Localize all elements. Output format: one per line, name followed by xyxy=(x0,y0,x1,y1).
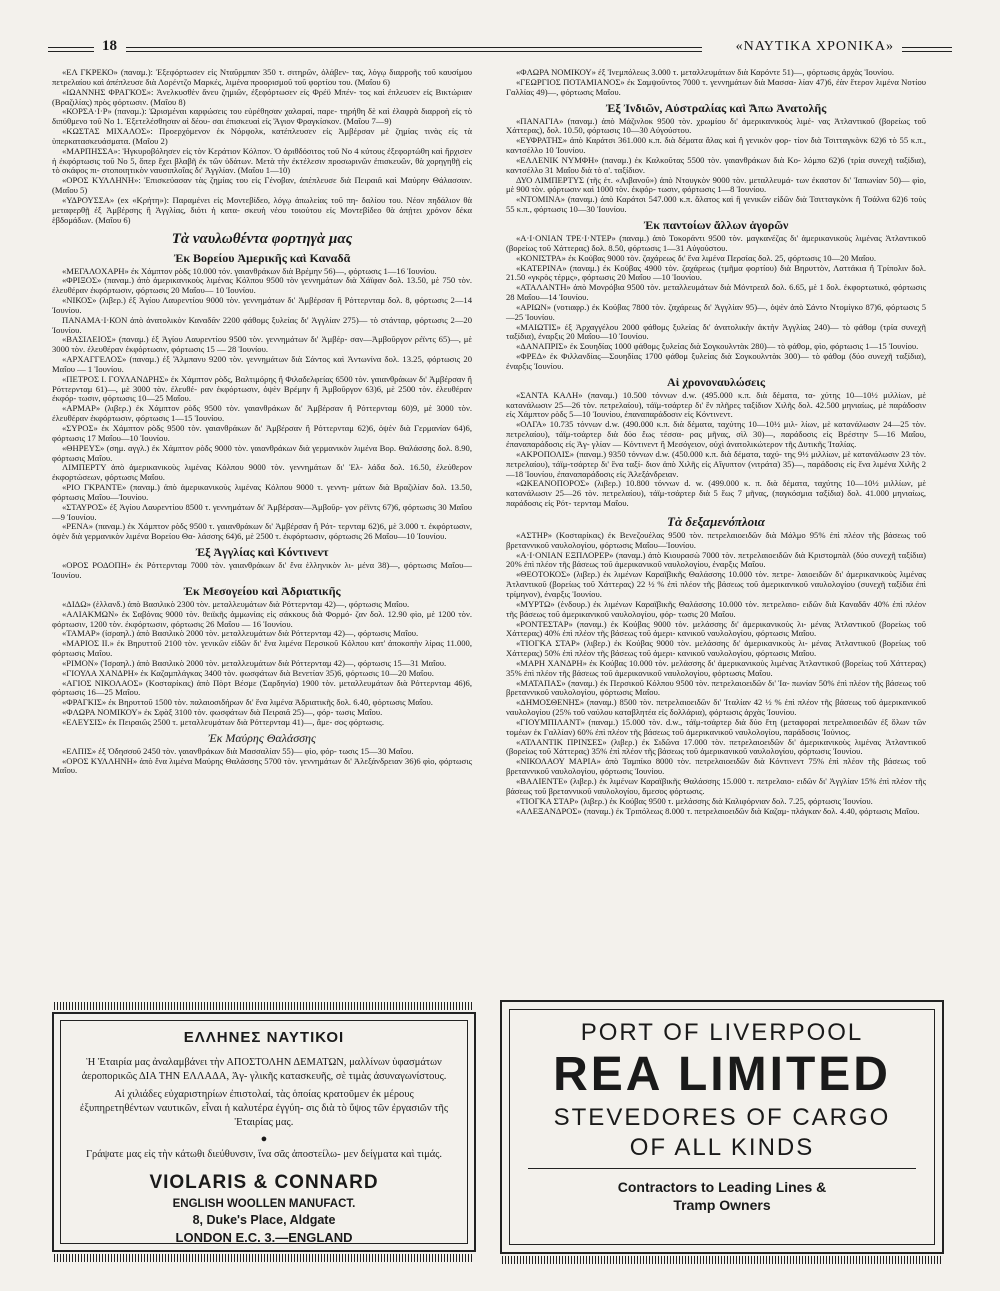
ad-company-name: REA LIMITED xyxy=(553,1048,891,1101)
advertisement-rea-limited xyxy=(500,1000,944,1254)
listing-entry: «ΒΑΛΙΕΝΤΕ» (λιβερ.) ἐκ λιμένων Καραϊβικῆς Θαλάσσης 15.000 τ. πετρελαιο- ειδῶν δι' Ἀγγλίαν 15% ἐπὶ πλέον τῆς βάσεως τοῦ βρεταννικοῦ ναυλολογίου, ἄμεσος φόρτωσις. xyxy=(506,776,926,796)
listing-entry: «Α·Ι·ΟΝΙΑΝ ΕΞΠΛΟΡΕΡ» (παναμ.) ἀπὸ Κιουρασὼ 7000 τὸν. πετρελαιοειδῶν διὰ Κριστομπὰλ (δύο συνεχῆ ταξίδια) 20% ἐπὶ πλέον τῆς βάσεως τοῦ ἀμερικανικοῦ ναυλολογίου, ἐναρξις Μαΐου. xyxy=(506,549,926,570)
listing-entry: «Α·Ι·ΟΝΙΑΝ ΤΡΕ·Ι·ΝΤΕΡ» (παναμ.) ἀπὸ Τοκοράντι 9500 τὸν. μαγκανέζας δι' ἀμερικανικοὺς λιμένας Ἀτλαντικοῦ (βορείως τοῦ Χάττερας) δολ. 8.50, φόρτωσις 1—31 Αὐγούστου. xyxy=(506,232,926,253)
article-paragraph: «ΕΛ ΓΚΡΕΚΟ» (παναμ.): Ἐξεφόρτωσεν εἰς Νταῦρμπαν 350 τ. σιτηρῶν, ὁλάβεν- τας, λόγῳ διαρροῆς τοῦ καυσίμου πετρελαίου καὶ ἀπέπλευσε διὰ Λορέντζο Μαρκές, λιμένα προορισμοῦ τοῦ φορτίου του. (Μαΐου 6) xyxy=(52,67,472,87)
listing-entry: «ΕΛΠΙΣ» ἐξ Ὀδησσοῦ 2450 τὸν. γαιανθράκων διὰ Μασσαλίαν 55)— φὶο, φόρ- τωσις 15—30 Μαΐου. xyxy=(62,745,414,756)
listing-entry: «ΔΙΔΩ» (ἑλλανδ.) ἀπὸ Βασιλικὸ 2300 τὸν. μεταλλευμάτων διὰ Ρόττερνταμ 42)—, φόρτωσις Μαΐου. xyxy=(62,598,410,609)
header-rule-middle xyxy=(126,47,702,52)
ad-company-subtitle: ENGLISH WOOLLEN MANUFACT. xyxy=(172,1198,356,1210)
listing-entry: ΔΥΟ ΛΙΜΠΕΡΤΥΣ (τῆς ἐτ. «Λιβανοῦ») ἀπὸ Ντουγκὸν 9000 τὸν. μεταλλευμά- των ἐκαστον δι' Ἰαπωνίαν 50)— φὶο, μὲ 900 τὸν. φόρτωσιν καὶ 1000 τὸν. ἐκφόρ- τωσιν, φόρτωσις 1—8 Ἰουνίου. xyxy=(506,174,926,195)
left-column xyxy=(52,68,472,776)
subsection-heading-america: Ἐκ Βορείου Ἀμερικῆς καὶ Καναδᾶ xyxy=(173,250,351,265)
listing-entry: «ΑΛΙΑΚΜΩΝ» ἐκ Σαβόνας 9000 τὸν. θειϊκῆς ἀμμωνίας εἰς σάκκους διὰ Φορμό- ζαν δολ. 12.90 φὶο, μὲ 1200 τὸν. φόρτωσιν, 1200 τὸν. ἐκφόρτωσιν, φόρτωσις 26 Μαΐου — 16 Ἰουνίου. xyxy=(52,608,472,629)
listing-entry: «ΜΕΓΑΛΟΧΑΡΗ» ἐκ Χάμπτον ρὸδς 10.000 τόν. γαιανθράκων διὰ Βρέμην 56)—, φόρτωσις 1—16 Ἰουνίου. xyxy=(62,265,437,276)
listing-entry: «ΓΙΟΥΛΑ ΧΑΝΔΡΗ» ἐκ Καζαμπλάγκας 3400 τὸν. φωσφάτων διὰ Βενετίαν 35)6, φόρτωσις 10—20 Μαΐου. xyxy=(62,667,434,678)
subsection-heading-black-sea: Ἐκ Μαύρης Θαλάσσης xyxy=(208,730,316,745)
ad-inner-frame xyxy=(60,1020,468,1244)
header-rule-left xyxy=(48,47,94,52)
listing-entry: «ΑΡΧΑΓΓΕΛΟΣ» (παναμ.) ἐξ Ἅλμπανυ 9200 τὸν. γεννημάτων διὰ Σάντος καὶ Ἀντωνίνα δολ. 13.25, φόρτωσις 20 Μαΐου — 1 Ἰουνίου. xyxy=(52,354,472,374)
ad-service-line: OF ALL KINDS xyxy=(629,1134,815,1161)
listing-entry: «ΜΑΙΩΤΙΣ» ἐξ Ἀρχαγγέλου 2000 φάθομς ξυλείας δι' ἀνατολικὴν ἀκτὴν Ἀγγλίας 240)— τὸ φάθομ (τρία συνεχῆ ταξίδια), ἐναρξις 20 Μαΐου—10 Ἰουνίου. xyxy=(506,321,926,342)
subsection-heading-other-markets: Ἐκ παντοίων ἄλλων ἀγορῶν xyxy=(643,217,789,232)
listing-entry: «ΤΙΟΓΚΑ ΣΤΑΡ» (λιβερ.) ἐκ Κούβας 9000 τὸν. μελάσσης δι' ἀμερικανικοὺς λι- μένας Ἀτλαντικοῦ (βορείως τοῦ Χάττερας) 50% ἐπὶ πλέον τῆς βάσεως τοῦ ἀμερι- κανικοῦ ναυλολογίου, φόρτωσις Μαΐου. xyxy=(506,638,926,659)
listing-entry: «ΦΡΑΓΚΙΣ» ἐκ Βηρυττοῦ 1500 τὸν. παλαιοσιδήρων δι' ἕνα λιμένα Ἀδριατικῆς δολ. 6.40, φόρτωσις Μαΐου. xyxy=(62,697,433,708)
listing-entry: ΛΙΜΠΕΡΤΥ ἀπὸ ἀμερικανικοὺς λιμένας Κόλπου 9000 τὸν. γεννημάτων δι' Ἑλ- λάδα δολ. 16.50, ἐλεύθερον ἐκφορτώσεων, φόρτωσις Μαΐου. xyxy=(52,462,472,483)
listing-entry: «ΕΛΛΕΝΙΚ ΝΥΜΦΗ» (παναμ.) ἐκ Καλκοῦτας 5500 τὸν. γαιανθράκων διὰ Κο- λόμπο 62)6 (τρία συνεχῆ ταξίδια), καντσέλλο 31 Μαΐου διὰ τὸ α'. ταξίδιον. xyxy=(506,154,926,175)
listing-entry: «ΔΑΝΑΠΡΙΣ» ἐκ Σουηδίας 1000 φάθομς ξυλείας διὰ Σογκουλντὰκ 280)— τὸ φάθομ, φὶο, φόρτωσις 1—15 Ἰουνίου. xyxy=(516,341,919,352)
ad-inner-frame xyxy=(509,1009,935,1245)
listing-entry: «ΑΤΛΑΝΤΙΚ ΠΡΙΝΣΕΣ» (λιβερ.) ἐκ Σιδῶνα 17.000 τὸν. πετρελαιοειδῶν δι' ἀμερικανικοὺς λιμένας Ἀτλαντικοῦ (βορείως τοῦ Χάττερας) 35% ἐπὶ πλέον τῆς βάσεως τοῦ ἀμερικανικοῦ ναυλολογίου, φόρτωσις Ἰουνίου. xyxy=(506,736,926,757)
listing-entry: «ΜΑΡΗ ΧΑΝΔΡΗ» ἐκ Κούβας 10.000 τὸν. μελάσσης δι' ἀμερικανικοὺς λιμένας Ἀτλαντικοῦ (βορείως τοῦ Χάττερας) 35% ἐπὶ πλέον τῆς βάσεως τοῦ ἀμερικανικοῦ ναυλολογίου, φόρτωσις Μαΐου. xyxy=(506,657,926,678)
ad-city: LONDON E.C. 3.—ENGLAND xyxy=(175,1230,353,1245)
ad-address: 8, Duke's Place, Aldgate xyxy=(192,1213,336,1227)
article-paragraph: «ΜΑΡΠΗΣΣΑ»: Ἠγκυροβόλησεν εἰς τὸν Κεράτιον Κόλπον. Ὁ ἀριθδόσιτος τοῦ Νο 4 κύτους ἐξεφορτώθη καὶ ἤρχισεν ἡ ἐκφόρτωσις τοῦ Νο 5, ὅπερ ἔχει βλαβῆ ἐκ τῶν ὑδάτων. Μετὰ τὴν ἐκτέλεσιν προσωρινῶν ἐπισκευῶν, θὰ χορηγηθῇ εἰς τὸ σκάφος πι- στοποιητικὸν ναυσιπλοΐας δι' Ἀγγλίαν. (Μαΐου 1—10) xyxy=(52,145,472,176)
listing-entry: «ΦΛΩΡΑ ΝΟΜΙΚΟΥ» ἐξ Ἰνεμπόλεως 3.000 τ. μεταλλευμάτων διὰ Καρόντε 51)—, φόρτωσις ἀρχὰς Ἰουνίου. xyxy=(516,67,894,77)
listing-entry: «ΣΥΡΟΣ» ἐκ Χάμπτον ρὸδς 9500 τὸν. γαιανθράκων δι' Ἀμβέρσαν ἢ Ρόττερνταμ 62)6, ὀψὲν διὰ Γερμανίαν 64)6, φόρτωσις 17 Μαΐου—10 Ἰουνίου. xyxy=(52,423,472,443)
advertisement-violaris-connard xyxy=(52,1012,476,1252)
section-heading-chartered: Τὰ ναυλωθέντα φορτηγὰ μας xyxy=(171,230,353,247)
subsection-heading-england: Ἐξ Ἀγγλίας καὶ Κόντινεντ xyxy=(195,545,329,560)
listing-entry: «ΑΡΙΩΝ» (νοτιαφρ.) ἐκ Κούβας 7800 τὸν. ζαχάρεως δι' Ἀγγλίαν 95)—, ὀψὲν ἀπὸ Σάντο Ντομίγκο 87)6, φόρτωσις 5—25 Ἰουνίου. xyxy=(506,301,926,322)
subsection-heading-time-charters: Αἱ χρονοναυλώσεις xyxy=(666,374,766,389)
ad-divider xyxy=(528,1168,916,1169)
listing-entry: «ΤΙΟΓΚΑ ΣΤΑΡ» (λιβερ.) ἐκ Κούβας 9500 τ. μελάσσης διὰ Καλιφόρνιαν δολ. 7.25, φόρτωσις Ἰουνίου. xyxy=(516,795,873,806)
listing-entry: «ΚΑΤΕΡΙΝΑ» (παναμ.) ἐκ Κούβας 4900 τὸν. ζαχάρεως (τμῆμα φορτίου) διὰ Βηρυττὸν, Λαττάκια ἢ Τρίπολιν δολ. 21.50 «γκρὸς τέρμς», φόρτωσις 20 Μαΐου —10 Ἰουνίου. xyxy=(506,262,926,283)
page-number: 18 xyxy=(102,38,117,54)
listing-entry: «ΡΕΝΑ» (παναμ.) ἐκ Χάμπτον ρὸδς 9500 τ. γαιανθράκων δι' Ἀμβέρσαν ἢ Ρότ- τερνταμ 62)6, μὲ 3.000 τ. ἐκφόρτωσιν, ὀψὲν διὰ γερμανικὸν λιμένα Βορείου Θα- λάσσης 64)6, μὲ 2500 τ. ἐκφόρτωσιν, φόρτωσις 26 Μαΐου—10 Ἰουνίου. xyxy=(52,521,472,542)
listing-entry: «ΜΑΡΙΟΣ ΙΙ.» ἐκ Βηρυττοῦ 2100 τὸν. γενικῶν εἰδῶν δι' ἕνα λιμένα Περσικοῦ Κόλπου κατ' ἀποκοπὴν λίρας 11.000, φόρτωσις Μαΐου. xyxy=(52,638,472,659)
listing-entry: «ΣΤΑΥΡΟΣ» ἐξ Ἁγίου Λαυρεντίου 8500 τ. γεννημάτων δι' Ἀμβέρσαν—Ἀμβοῦρ- γον ρέϊντς 67)6, φόρτωσις 30 Μαΐου—9 Ἰουνίου. xyxy=(52,501,472,522)
listing-entry: «ΘΕΟΤΟΚΟΣ» (λιβερ.) ἐκ λιμένων Καραϊβικῆς Θαλάσσης 10.000 τὸν. πετρε- λαιοειδῶν δι' ἀμερικανικοὺς λιμένας Ἀτλαντικοῦ (βορείως τοῦ Χάττερας) 22 ½ % ἐπὶ πλέον τῆς βάσεως τοῦ ἀμερικανικοῦ ναυλολογίου (συνεχῆ ταξίδια ἐπὶ τρίμηνον), ἐναρξις Ἰουνίου. xyxy=(506,569,926,599)
ad-contractors-line: Contractors to Leading Lines & xyxy=(617,1179,827,1195)
subsection-heading-mediterranean: Ἐκ Μεσογείου καὶ Ἀδριατικῆς xyxy=(183,583,341,598)
article-paragraph: «ΥΔΡΟΥΣΣΑ» (ex «Κρήτη»): Παραμένει εἰς Μοντεβίδεο, λόγῳ ἀπωλείας τοῦ πη- δαλίου του. Νέον πηδάλιον θὰ μεταφερθῇ ἐξ Ἀμβέρσης ἢ Ἀγγλίας, διότι ἡ κατα- σκευὴ νέου τοιούτου εἰς Μοντεβίδεο θὰ ἀπῄτει χρόνον δέκα ἑβδομάδων. (Μαΐου 6) xyxy=(52,194,472,225)
listing-entry: «ΜΥΡΤΩ» (ἑνδουρ.) ἐκ λιμένων Καραϊβικῆς Θαλάσσης 10.000 τὸν. πετρελαιο- ειδῶν διὰ Καναδᾶν 40% ἐπὶ πλέον τῆς βάσεως τοῦ ἀμερικανικοῦ ναυλολογίου, φόρ- τωσις 20 Μαΐου. xyxy=(506,598,926,619)
listing-entry: «ΦΡΙΞΟΣ» (παναμ.) ἀπὸ ἀμερικανικοὺς λιμένας Κόλπου 9500 τὸν γεννημάτων διὰ Χάϊφαν δολ. 13.50, μὲ 750 τὸν. ἐλευθέραν ἐκφόρτωσιν, φόρτωσις 20 Μαΐου— 10 Ἰουνίου. xyxy=(52,275,472,296)
listing-entry: «ΒΑΣΙΛΕΙΟΣ» (παναμ.) ἐξ Ἁγίου Λαυρεντίου 9500 τὸν. γεννημάτων δι' Ἀμβέρ- σαν—Ἀμβοῦργον ρέϊντς 65)—, μὲ 3000 τὸν. ἐλευθέραν ἐκφόρτωσιν, φόρτωσις 15 — 28 Ἰουνίου. xyxy=(52,334,472,355)
listing-entry: «ΑΤΑΛΑΝΤΗ» ἀπὸ Μονρόβια 9500 τὸν. μεταλλευμάτων διὰ Μόντρεαλ δολ. 6.65, μὲ 1 δολ. ἐκφορτωτικό, φόρτωσις 28 Μαΐου—14 Ἰουνίου. xyxy=(506,282,926,303)
listing-entry: «ΘΗΡΕΥΣ» (σημ. αγγλ.) ἐκ Χάμπτον ρὸδς 9000 τὸν. γαιανθράκων διὰ γερμανικὸν λιμένα Βορ. Θαλάσσης δολ. 8.90, φόρτωσις Μαΐου. xyxy=(52,442,472,463)
header-rule-right xyxy=(902,47,952,52)
listing-entry: «ΚΟΝΙΣΤΡΑ» ἐκ Κούβας 9000 τὸν. ζαχάρεως δι' ἕνα λιμένα Περσίας δολ. 25, φόρτωσις 10—20 Μαΐου. xyxy=(516,252,876,263)
article-paragraph: «ΚΟΡΣΑ·Ι·Ρ» (παναμ.): Ὡρισμέναι καρφώσεις του εὑρέθησαν χαλαραί, παρε- τηρήθη δὲ καὶ ἐλαφρὰ διαρροὴ εἰς τὸ διπύθμενο τοῦ Νο 1. Ἐξετελέσθησαν αἱ δέου- σαι ἐπισκευαὶ εἰς Ἅγιον Φραγκίσκον. (Μαΐου 7—9) xyxy=(52,106,472,127)
listing-entry: «ΝΙΚΟΛΑΟΥ ΜΑΡΙΑ» ἀπὸ Ταμπίκο 8000 τὸν. πετρελαιοειδῶν διὰ Κόντινεντ 75% ἐπὶ πλέον τῆς βάσεως τοῦ βρεταννικοῦ ναυλολογίου, φόρτωσις Ἰουνίου. xyxy=(506,756,926,777)
listing-entry: «ΟΛΓΑ» 10.735 τόννων d.w. (490.000 κ.π. διὰ δέματα, ταχύτης 10—10½ μιλ- λίων, μὲ κατανάλωσιν 24—25 τὸν. πετρελαίου), τάϊμ-τσάρτερ διὰ δύο ἕως τέσσα- ρας μῆνας, σὶλ 30)—, παράδοσις εἰς Βρέστην 5—16 Μαΐου, ἐπαναπαράδοσις εἰς Ἀγ- γλίαν — Κόντινεντ ἢ Μεσόγειον, οὐχὶ ἀνατολικώτερον τῆς Δυτικῆς Ἰταλίας. xyxy=(506,419,926,449)
subsection-heading-india: Ἐξ Ἰνδιῶν, Αὐστραλίας καὶ Ἄπω Ἀνατολῆς xyxy=(605,100,827,115)
ad-service-line: STEVEDORES OF CARGO xyxy=(553,1104,891,1131)
listing-entry: «ΠΑΝΑΓΙΑ» (παναμ.) ἀπὸ Μάζινλοκ 9500 τὸν. χρωμίου δι' ἀμερικανικοὺς λιμέ- νας Ἀτλαντικοῦ (βορείως τοῦ Χάττερας), δολ. 10.50, φόρτωσις 10—30 Αὐγούστου. xyxy=(506,115,926,136)
listing-entry: «ΑΓΙΟΣ ΝΙΚΟΛΑΟΣ» (Κοσταρίκας) ἀπὸ Πὸρτ Βέσμε (Σαρδηνία) 1900 τὸν. μεταλλευμάτων διὰ Ρόττερνταμ 46)6, φόρτωσις 16—25 Μαΐου. xyxy=(52,677,472,698)
listing-entry: «ΩΚΕΑΝΟΠΟΡΟΣ» (λιβερ.) 10.800 τόννων d. w. (499.000 κ. π. διὰ δέματα, ταχύτης 10—10½ μιλλίων, μὲ κατανάλωσιν 25—26 τὸν. πετρελαίου), τάϊμ-τσάρτερ διὰ 5 ἕως 7 μῆνας, (παγκόσμια ταξίδια) δολ. 41.000 μηνιαίως, παράδοσις εἰς Ρότ- τερνταμ Μαΐου. xyxy=(506,478,926,509)
listing-entry: «ΓΕΩΡΓΙΟΣ ΠΟΤΑΜΙΑΝΟΣ» ἐκ Σαμψοῦντος 7000 τ. γεννημάτων διὰ Μασσα- λίαν 47)6, ἐὰν ἕτερον λιμένα Νοτίου Γαλλίας 49)—, φόρτωσις Μαΐου. xyxy=(506,76,926,97)
page-header xyxy=(48,38,952,58)
ad-paragraph: Αἱ χιλιάδες εὐχαριστηρίων ἐπιστολαί, τὰς ὁποίας κρατοῦμεν ἐκ μέρους ἐξυπηρετηθέντων ναυτικῶν, εἶναι ἡ καλυτέρα ἐγγύη- σις διὰ τὸ ὕψος τῶν ἐργασιῶν τῆς Ἑταιρίας μας. xyxy=(79,1089,449,1128)
listing-entry: «ΝΤΟΜΙΝΑ» (παναμ.) ἀπὸ Καράτσι 547.000 κ.π. ἅλατος καὶ ἢ γενικῶν εἰδῶν διὰ Τσιτταγκὸνκ ἢ Τσάλνα 62)6 τοὺς 55 κ.π., φόρτωσις 10—30 Ἰουνίου. xyxy=(506,194,926,215)
ad-paragraph: Ἡ Ἑταιρία μας ἀναλαμβάνει τὴν ΑΠΟΣΤΟΛΗΝ ΔΕΜΑΤΩΝ, μαλλίνων ὑφασμάτων ἀεροπορικῶς ΔΙΑ ΤΗΝ ΕΛΛΑΔΑ, Ἀγ- γλικῆς κατασκευῆς, σὲ τιμὰς ἀσυναγωνίστους. xyxy=(81,1057,447,1082)
ad-border-ornament xyxy=(54,1002,474,1010)
listing-entry: «ΕΥΦΡΑΤΗΣ» ἀπὸ Καράτσι 361.000 κ.π. διὰ δέματα ἅλας καὶ ἢ γενικὸν φορ- τίον διὰ Τσιτταγκὸνκ 62)6 τὸ 55 κ.π., καντσέλλο 10 Ἰουνίου. xyxy=(506,135,926,156)
listing-entry: «ΣΑΝΤΑ ΚΑΛΗ» (παναμ.) 10.500 τόννων d.w. (495.000 κ.π. διὰ δέματα, τα- χύτης 10—10½ μιλλίων, μὲ κατανάλωσιν 25—26 τὸν. πετρελαίου), τάϊμ-τσάρτερ δι' ἓν πλῆρες ταξίδιον Χιλῆς δολ. 42.500 μηνιαίως, μὲ παράδοσιν εἰς Χάμπτον ρὸδς 5—10 Ἰουνίου, ἐπαναπαράδοσιν εἰς Κόντινεντ. xyxy=(506,389,926,420)
ad-border-ornament xyxy=(502,1256,942,1264)
listing-entry: ΠΑΝΑΜΑ·Ι·ΚΟΝ ἀπὸ ἀνατολικὸν Καναδᾶν 2200 φάθομς ξυλείας δι' Ἀγγλίαν 275)— τὸ στάνταρ, φόρτωσις 2—20 Ἰουνίου. xyxy=(52,314,472,335)
article-paragraph: «ΟΡΟΣ ΚΥΛΛΗΝΗ»: Ἐπισκεύασαν τὰς ζημίας του εἰς Γένοβαν, ἀπέπλευσε διὰ Πειραιᾶ καὶ Μαύρην Θάλασσαν. (Μαΐου 5) xyxy=(52,175,472,196)
listing-entry: «ΜΑΤΑΠΑΣ» (παναμ.) ἐκ Περσικοῦ Κόλπου 9500 τὸν. πετρελαιοειδῶν δι' Ἰα- πωνίαν 50% ἐπὶ πλέον τῆς βάσεως τοῦ βρεταννικοῦ ναυλολογίου, φόρτωσις Μαΐου. xyxy=(506,677,926,698)
listing-entry: «ΤΑΜΑΡ» (ἰσραηλ.) ἀπὸ Βασιλικὸ 2000 τὸν. μεταλλευμάτων διὰ Ρόττερνταμ 42)—, φόρτωσις Μαΐου. xyxy=(62,628,419,639)
bullet-icon: ● xyxy=(260,1133,268,1145)
listing-entry: «ΠΕΤΡΟΣ Ι. ΓΟΥΛΑΝΔΡΗΣ» ἐκ Χάμπτον ρὸδς, Βαλτιμόρης ἢ Φιλαδελφείας 6500 τὸν. γαιανθράκων δι' Ἀμβέρσαν ἢ Ρόττερνταμ 61)—, μὲ 3000 τὸν. ἐλευθέ- ραν ἐκφόρτωσιν, ὀψὲν Βρέμην ἢ Ἀμβοῦργον 63)6, μὲ 2500 τὸν. ἐλευθέραν ἐκφόρ- τωσιν, φόρτωσις 10—25 Μαΐου. xyxy=(52,373,472,404)
article-paragraph: «ΚΩΣΤΑΣ ΜΙΧΑΛΟΣ»: Προερχόμενον ἐκ Νόρφολκ, κατέπλευσεν εἰς Ἀμβέρσαν μὲ ζημίας τινὰς εἰς τὰ ὑπερκατασκευάσματα. (Μαΐου 2) xyxy=(52,126,472,146)
listing-entry: «ΦΡΕΔ» ἐκ Φιλλανδίας—Σουηδίας 1700 φάθομ ξυλείας διὰ Σογκουλντὰκ 300)— τὸ φάθομ (δύο συνεχῆ ταξίδια), ἐναρξις Ἰουνίου. xyxy=(506,351,926,371)
listing-entry: «ΟΡΟΣ ΚΥΛΛΗΝΗ» ἀπὸ ἕνα λιμένα Μαύρης Θαλάσσης 5700 τὸν. γεννημάτων δι' Ἀλεξάνδρειαν 36)6 φὶο, φόρτωσις Μαΐου. xyxy=(52,755,472,776)
ad-heading: ΕΛΛΗΝΕΣ ΝΑΥΤΙΚΟΙ xyxy=(183,1029,345,1046)
listing-entry: «ΦΛΩΡΑ ΝΟΜΙΚΟΥ» ἐκ Σφὰξ 3100 τὸν. φωσφάτων διὰ Πειραιᾶ 25)—, φόρ- τωσις Μαΐου. xyxy=(62,707,383,718)
listing-entry: «ΑΣΤΗΡ» (Κοσταρίκας) ἐκ Βενεζουέλας 9500 τὸν. πετρελαιοειδῶν διὰ Μάλμο 95% ἐπὶ πλέον τῆς βάσεως τοῦ βρεταννικοῦ ναυλολογίου, φόρτωσις Μαΐου—Ἰουνίου. xyxy=(506,529,926,550)
listing-entry: «ΑΡΜΑΡ» (λιβερ.) ἐκ Χάμπτον ρὸδς 9500 τὸν. γαιανθράκων δι' Ἀμβέρσαν ἢ Ρόττερνταμ 60)9, μὲ 3000 τὸν. ἐλευθέραν ἐκφόρτωσιν, φόρτωσις 1—15 Ἰουνίου. xyxy=(52,403,472,424)
article-paragraph: «ΙΩΑΝΝΗΣ ΦΡΑΓΚΟΣ»: Ἀνελκυσθὲν ἄνευ ζημιῶν, ἐξεφόρτωσεν εἰς Φρέϋ Μπέν- τος καὶ ἐπλευσεν εἰς Βικτώριαν (Βραζιλίας) πρὸς φόρτωσιν. (Μαΐου 8) xyxy=(52,86,472,107)
listing-entry: «ΓΙΟΥΜΠΙΛΑΝΤ» (παναμ.) 15.000 τὸν. d.w., τάϊμ-τσάρτερ διὰ δύο ἔτη (μεταφοραὶ πετρελαιοειδῶν ἐξ ὅλων τῶν τομέων ἐκ Γαλλίαν) 60% ἐπὶ πλέον τῆς βάσεως τοῦ ἀμερικανικοῦ ναυλολογίου, παράδοσις Ἰούνιος. xyxy=(506,716,926,737)
listing-entry: «ΟΡΟΣ ΡΟΔΟΠΗ» ἐκ Ρόττερνταμ 7000 τὸν. γαιανθράκων δι' ἕνα ἑλληνικὸν λι- μένα 38)—, φόρτωσις Μαΐου—Ἰουνίου. xyxy=(52,560,472,580)
listing-entry: «ΡΙΟ ΓΚΡΑΝΤΕ» (παναμ.) ἀπὸ ἀμερικανικοὺς λιμένας Κόλπου 9000 τ. γεννη- μάτων διὰ Βραζιλίαν δολ. 13.50, φόρτωσις Μαΐου—Ἰουνίου. xyxy=(52,482,472,502)
ad-port-title: PORT OF LIVERPOOL xyxy=(580,1019,864,1046)
listing-entry: «ΔΗΜΟΣΘΕΝΗΣ» (παναμ.) 8500 τὸν. πετρελαιοειδῶν δι' Ἰταλίαν 42 ½ % ἐπὶ πλέον τῆς βάσεως τοῦ ἀμερικανικοῦ ναυλολογίου (25% τοῦ ναύλου καταβλητέα εἰς δολλάρια), φόρτωσις ἀρχὰς Ἰουνίου. xyxy=(506,697,926,718)
ad-paragraph: Γράψατε μας εἰς τὴν κάτωθι διεύθυνσιν, ἵνα σᾶς ἀποστείλω- μεν δείγματα καὶ τιμάς. xyxy=(85,1149,443,1160)
listing-entry: «ΑΚΡΟΠΟΛΙΣ» (παναμ.) 9350 τόννων d.w. (450.000 κ.π. διὰ δέματα, ταχύ- της 9½ μιλλίων, μὲ κατανάλωσιν 23 τὸν. πετρελαίου), τάϊμ-τσάρτερ δι' ἓνα ταξί- διον ἀπὸ Χιλῆς εἰς Αἴγυπτον (νιτράτα) 35)—, παράδοσις εἰς ἕνα λιμένα Χιλῆς 2—18 Ἰουνίου, ἐπαναπαράδοσις εἰς Ἀλεξάνδρειαν. xyxy=(506,448,926,479)
listing-entry: «ΝΙΚΟΣ» (λιβερ.) ἐξ Ἁγίου Λαυρεντίου 9000 τὸν. γεννημάτων δι' Ἀμβέρσαν ἢ Ρόττερνταμ δολ. 8, φόρτωσις 2—14 Ἰουνίου. xyxy=(52,295,472,315)
right-column xyxy=(506,68,926,816)
listing-entry: «ΑΛΕΞΑΝΔΡΟΣ» (παναμ.) ἐκ Τριπόλεως 8.000 τ. πετρελαιοειδῶν διὰ Καζαμ- πλάγκαν δολ. 4.40, φόρτωσις Μαΐου. xyxy=(516,805,920,816)
ad-company-name: VIOLARIS & CONNARD xyxy=(149,1172,379,1193)
section-heading-tankers: Τὰ δεξαμενόπλοια xyxy=(667,513,765,529)
listing-entry: «ΡΟΝΤΕΣΤΑΡ» (παναμ.) ἐκ Κούβας 9000 τὸν. μελάσσης δι' ἀμερικανικοὺς λι- μένας Ἀτλαντικοῦ (βορείως τοῦ Χάττερας) 40% ἐπὶ πλέον τῆς βάσεως τοῦ ἀμερι- κανικοῦ ναυλολογίου, φόρτωσις Μαΐου. xyxy=(506,618,926,639)
publication-title: «ΝΑΥΤΙΚΑ ΧΡΟΝΙΚΑ» xyxy=(735,39,894,54)
listing-entry: «ΡΙΜΟΝ» (Ἰσραηλ.) ἀπὸ Βασιλικὸ 2000 τὸν. μεταλλευμάτων διὰ Ρόττερνταμ 42)—, φόρτωσις 15—31 Μαΐου. xyxy=(62,657,447,668)
listing-entry: «ΕΛΕΥΣΙΣ» ἐκ Πειραιῶς 2500 τ. μεταλλευμάτων διὰ Ρόττερνταμ 41)—, ἄμε- σος φόρτωσις. xyxy=(62,716,384,727)
ad-border-ornament xyxy=(54,1254,474,1262)
ad-contractors-line: Tramp Owners xyxy=(673,1197,771,1213)
